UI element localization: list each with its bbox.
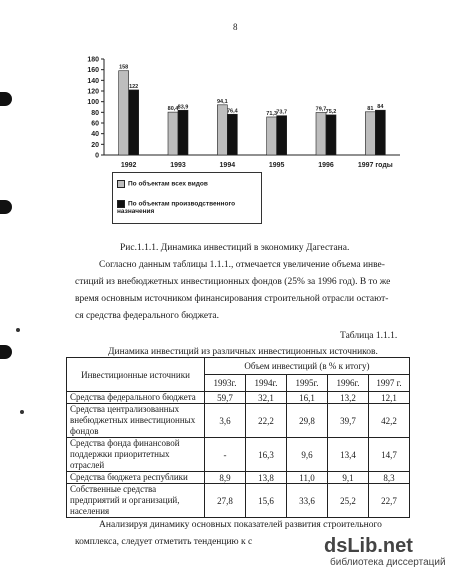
scan-speck (20, 410, 24, 414)
bar (365, 112, 375, 155)
value-cell: 22,7 (369, 484, 410, 518)
bar-value-label: 76,4 (226, 108, 238, 115)
text-line: ся средства федерального бюджета. (75, 311, 220, 321)
bar (267, 117, 277, 155)
y-tick-label: 80 (91, 109, 99, 117)
bar-value-label: 158 (119, 64, 129, 71)
bar (227, 114, 237, 155)
x-tick-label: 1997 годы (357, 162, 393, 169)
x-tick-label: 1992 (120, 162, 137, 169)
figure-caption: Рис.1.1.1. Динамика инвестиций в экономику Дагестана. (120, 243, 350, 253)
value-cell: 12,1 (369, 392, 410, 404)
chart-legend (112, 172, 262, 224)
source-cell: Средства бюджета республики (67, 472, 205, 484)
value-cell: 27,8 (205, 484, 246, 518)
header-year: 1996г. (328, 375, 369, 392)
bar (375, 110, 385, 155)
bar (316, 112, 326, 155)
scan-speck (16, 328, 20, 332)
table-row (67, 392, 410, 404)
x-tick-label: 1993 (170, 162, 186, 169)
watermark-subtitle: библиотека диссертаций (330, 557, 446, 568)
bar-value-label: 73,7 (276, 109, 288, 116)
header-year: 1994г. (246, 375, 287, 392)
paragraph (75, 257, 415, 325)
text-line: комплекса, следует отметить тенденцию к с (75, 537, 253, 547)
value-cell: 32,1 (246, 392, 287, 404)
bar-value-label: 84 (377, 104, 384, 111)
bar (217, 105, 227, 155)
y-tick-label: 160 (87, 67, 99, 75)
source-cell: Средства федерального бюджета (67, 392, 205, 404)
text-line: время основным источником финансирования строительной отрасли остают- (75, 294, 389, 304)
value-cell: 15,6 (246, 484, 287, 518)
bar-value-label: 94,1 (216, 98, 228, 105)
bar-value-label: 79,7 (315, 106, 327, 113)
bar (277, 116, 287, 155)
investment-table (66, 357, 410, 518)
bar-value-label: 122 (129, 83, 139, 90)
punch-hole (0, 345, 12, 359)
watermark-logo: dsLib.net (324, 535, 413, 557)
table-row (67, 484, 410, 518)
table-row (67, 472, 410, 484)
bar (119, 71, 129, 155)
value-cell: 11,0 (287, 472, 328, 484)
value-cell: 8,3 (369, 472, 410, 484)
bar-value-label: 75,2 (325, 108, 337, 115)
legend-swatch (117, 180, 125, 188)
x-tick-label: 1996 (318, 162, 334, 169)
value-cell: 16,3 (246, 438, 287, 472)
value-cell: 22,2 (246, 404, 287, 438)
value-cell: 13,4 (328, 438, 369, 472)
y-tick-label: 100 (87, 99, 99, 107)
value-cell: 25,2 (328, 484, 369, 518)
value-cell: 8,9 (205, 472, 246, 484)
x-tick-label: 1995 (268, 162, 285, 169)
value-cell: 42,2 (369, 404, 410, 438)
value-cell: 3,6 (205, 404, 246, 438)
bar-value-label: 81 (367, 105, 374, 112)
y-tick-label: 0 (95, 152, 99, 160)
text-line: стиций из внебюджетных инвестиционных фондов (25% за 1996 год). В то же (75, 277, 391, 287)
table-title: Динамика инвестиций из различных инвестиционных источников. (108, 347, 378, 357)
value-cell: 9,1 (328, 472, 369, 484)
page-number: 8 (233, 22, 238, 32)
header-year: 1993г. (205, 375, 246, 392)
value-cell: 13,8 (246, 472, 287, 484)
value-cell: 14,7 (369, 438, 410, 472)
value-cell: 16,1 (287, 392, 328, 404)
bar (326, 115, 336, 155)
value-cell: 39,7 (328, 404, 369, 438)
legend-item (117, 200, 255, 215)
y-tick-label: 140 (87, 77, 99, 85)
bar (129, 90, 139, 155)
value-cell: 29,8 (287, 404, 328, 438)
legend-item (117, 180, 208, 188)
value-cell: - (205, 438, 246, 472)
bar (168, 112, 178, 155)
bar-value-label: 80,4 (167, 106, 179, 113)
header-year: 1995г. (287, 375, 328, 392)
source-cell: Средства фонда финансовой поддержки приоритетных отраслей (67, 438, 205, 472)
source-cell: Собственные средства предприятий и организаций, населения (67, 484, 205, 518)
table-label: Таблица 1.1.1. (340, 331, 398, 341)
bar-value-label: 83,9 (177, 104, 189, 111)
bar (178, 110, 188, 155)
source-cell: Средства централизованных внебюджетных инвестиционных фондов (67, 404, 205, 438)
header-source: Инвестиционные источники (67, 358, 205, 392)
y-tick-label: 40 (91, 131, 99, 139)
table-row (67, 438, 410, 472)
y-tick-label: 180 (87, 56, 99, 64)
header-group: Объем инвестиций (в % к итогу) (205, 358, 410, 375)
text-line: Согласно данным таблицы 1.1.1., отмечается увеличение объема инве- (99, 260, 385, 270)
text-line: Анализируя динамику основных показателей развития строительного (99, 520, 382, 530)
value-cell: 59,7 (205, 392, 246, 404)
bar-value-label: 71,3 (266, 110, 278, 117)
site-watermark (324, 535, 444, 575)
header-year: 1997 г. (369, 375, 410, 392)
y-tick-label: 20 (91, 141, 99, 149)
legend-swatch (117, 200, 125, 208)
table-row (67, 404, 410, 438)
legend-label: По объектам всех видов (128, 180, 208, 188)
y-tick-label: 120 (87, 88, 99, 96)
legend-label: По объектам производственного назначения (117, 200, 236, 215)
x-tick-label: 1994 (219, 162, 236, 169)
value-cell: 33,6 (287, 484, 328, 518)
value-cell: 9,6 (287, 438, 328, 472)
y-tick-label: 60 (91, 120, 99, 128)
value-cell: 13,2 (328, 392, 369, 404)
